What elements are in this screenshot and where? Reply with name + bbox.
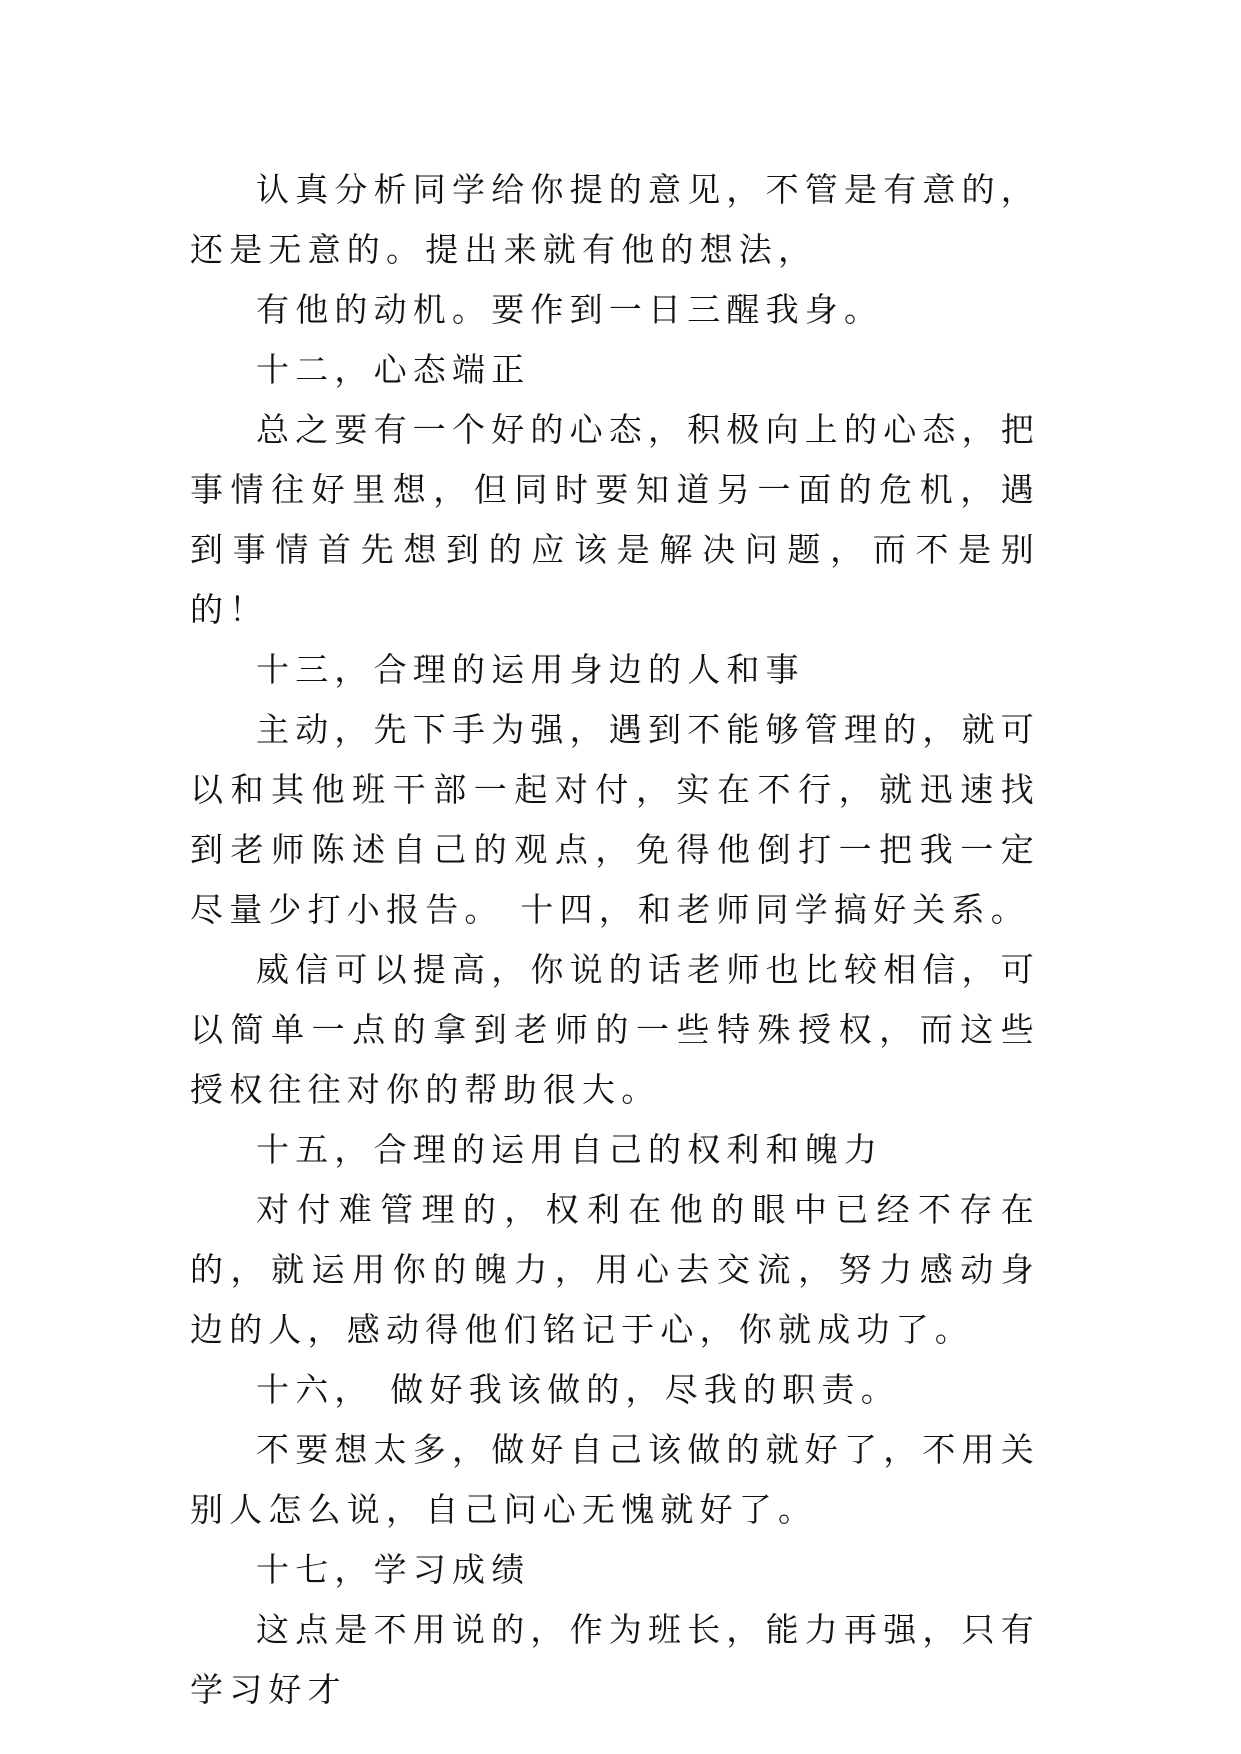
document-body (190, 160, 1040, 1720)
paragraph: 这点是不用说的，作为班长，能力再强，只有学习好才 (190, 1610, 1040, 1709)
section-heading: 十三，合理的运用身边的人和事 (256, 650, 805, 689)
paragraph: 威信可以提高，你说的话老师也比较相信，可以简单一点的拿到老师的一些特殊授权，而这些授权往往对你的帮助很大。 (190, 950, 1040, 1109)
paragraph: 总之要有一个好的心态，积极向上的心态，把事情往好里想，但同时要知道另一面的危机，遇到事情首先想到的应该是解决问题，而不是别的！ (190, 410, 1040, 629)
paragraph: 有他的动机。要作到一日三醒我身。 (256, 290, 884, 329)
paragraph: 对付难管理的，权利在他的眼中已经不存在的，就运用你的魄力，用心去交流，努力感动身边的人，感动得他们铭记于心，你就成功了。 (190, 1190, 1040, 1349)
section-heading: 十二，心态端正 (256, 350, 531, 389)
section-heading: 十五，合理的运用自己的权利和魄力 (256, 1130, 884, 1169)
paragraph: 不要想太多，做好自己该做的就好了，不用关别人怎么说，自己问心无愧就好了。 (190, 1430, 1040, 1529)
section-heading: 十六， 做好我该做的，尽我的职责。 (256, 1370, 900, 1409)
section-heading: 十七，学习成绩 (256, 1550, 531, 1589)
paragraph: 主动，先下手为强，遇到不能够管理的，就可以和其他班干部一起对付，实在不行，就迅速找到老师陈述自己的观点，免得他倒打一把我一定尽量少打小报告。 十四，和老师同学搞好关系。 (190, 710, 1040, 929)
paragraph: 认真分析同学给你提的意见，不管是有意的，还是无意的。提出来就有他的想法， (190, 170, 1040, 269)
